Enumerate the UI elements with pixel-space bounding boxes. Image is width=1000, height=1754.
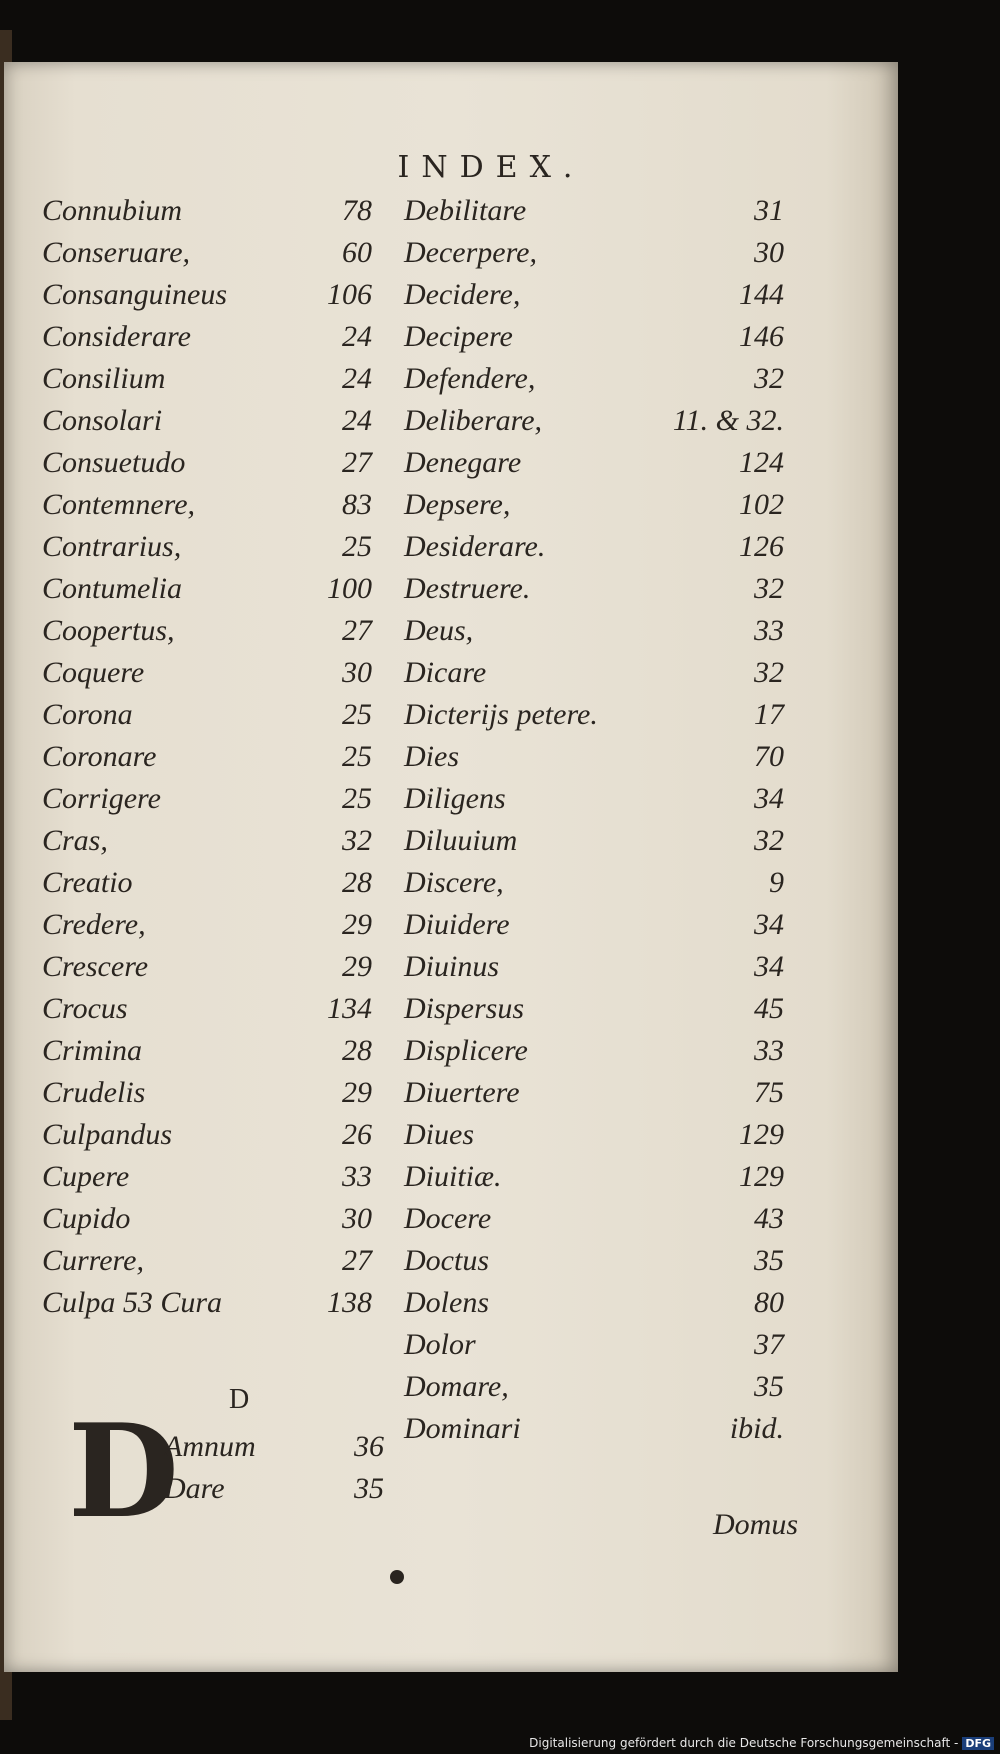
index-word: Dolens [404, 1286, 489, 1319]
index-word: Conseruare, [42, 236, 191, 269]
page-number: ibid. [729, 1412, 784, 1445]
page-number: 24 [342, 362, 372, 395]
index-word: Diuidere [404, 908, 510, 941]
page-number: 34 [754, 950, 784, 983]
index-entry [404, 568, 784, 610]
index-word: Cupido [42, 1202, 131, 1235]
index-word: Dare [164, 1472, 225, 1505]
page-number: 27 [342, 614, 372, 647]
index-entry [42, 904, 372, 946]
index-entry [42, 526, 372, 568]
index-word: Crescere [42, 950, 149, 983]
index-word: Culpandus [42, 1118, 173, 1151]
index-entry [42, 1282, 372, 1324]
page-number: 35 [754, 1370, 784, 1403]
page-number: 70 [754, 740, 784, 773]
index-entry [404, 232, 784, 274]
index-entry [42, 274, 372, 316]
index-entry [42, 610, 372, 652]
page-number: 35 [754, 1244, 784, 1277]
book-page [4, 62, 898, 1672]
index-entry [404, 316, 784, 358]
index-entry [404, 1198, 784, 1240]
page-number: 124 [739, 446, 784, 479]
index-word: Dominari [404, 1412, 521, 1445]
page-number: 34 [754, 908, 784, 941]
index-word: Destruere. [404, 572, 531, 605]
index-entry [404, 358, 784, 400]
index-entry [404, 946, 784, 988]
index-entry [42, 736, 372, 778]
page-number: 106 [327, 278, 372, 311]
page-number: 129 [739, 1118, 784, 1151]
index-word: Decidere, [404, 278, 521, 311]
page-number: 25 [342, 782, 372, 815]
index-entry [404, 736, 784, 778]
index-word: Considerare [42, 320, 191, 353]
index-entry [404, 190, 784, 232]
page-number: 26 [342, 1118, 372, 1151]
index-entry [404, 1282, 784, 1324]
page-number: 24 [342, 320, 372, 353]
index-entry [42, 652, 372, 694]
page-number: 29 [342, 950, 372, 983]
page-number: 102 [739, 488, 784, 521]
index-word: Decerpere, [404, 236, 537, 269]
ornament-dot [390, 1570, 404, 1584]
page-number: 126 [739, 530, 784, 563]
index-word: Dicterijs petere. [404, 698, 598, 731]
page-number: 27 [342, 446, 372, 479]
index-word: Consanguineus [42, 278, 228, 311]
page-number: 28 [342, 866, 372, 899]
page-number: 25 [342, 530, 372, 563]
index-word: Coronare [42, 740, 157, 773]
index-word: Amnum [164, 1430, 256, 1463]
index-word: Dolor [404, 1328, 476, 1361]
right-column [404, 190, 784, 1450]
index-word: Currere, [42, 1244, 144, 1277]
page-number: 29 [342, 1076, 372, 1109]
page-number: 32 [342, 824, 372, 857]
index-entry [404, 694, 784, 736]
page-number: 24 [342, 404, 372, 437]
index-entry [42, 358, 372, 400]
page-number: 32 [754, 656, 784, 689]
index-entry [42, 1240, 372, 1282]
index-entry [42, 316, 372, 358]
page-number: 37 [754, 1328, 784, 1361]
index-entry [404, 1366, 784, 1408]
index-entry [42, 190, 372, 232]
index-word: Consilium [42, 362, 166, 395]
index-entry [42, 778, 372, 820]
index-entry [404, 526, 784, 568]
index-word: Defendere, [404, 362, 536, 395]
index-entry [164, 1468, 384, 1510]
page-number: 17 [754, 698, 784, 731]
left-column [42, 190, 372, 1324]
index-word: Connubium [42, 194, 183, 227]
index-word: Culpa 53 Cura [42, 1286, 223, 1319]
page-number: 75 [754, 1076, 784, 1109]
index-word: Coopertus, [42, 614, 175, 647]
page-number: 43 [754, 1202, 784, 1235]
index-word: Crudelis [42, 1076, 146, 1109]
page-number: 29 [342, 908, 372, 941]
index-entry [404, 442, 784, 484]
index-word: Contumelia [42, 572, 182, 605]
index-word: Credere, [42, 908, 146, 941]
index-word: Doctus [404, 1244, 489, 1277]
page-number: 33 [754, 1034, 784, 1067]
index-word: Corrigere [42, 782, 161, 815]
index-entry [42, 568, 372, 610]
index-word: Dicare [404, 656, 487, 689]
page-number: 32 [754, 572, 784, 605]
index-entry [42, 1114, 372, 1156]
page-number: 60 [342, 236, 372, 269]
index-entry [404, 1156, 784, 1198]
index-word: Cras, [42, 824, 108, 857]
page-number: 144 [739, 278, 784, 311]
index-entry [42, 442, 372, 484]
page-number: 129 [739, 1160, 784, 1193]
index-word: Depsere, [404, 488, 511, 521]
index-word: Diligens [404, 782, 506, 815]
index-word: Diuertere [404, 1076, 520, 1109]
index-word: Dies [404, 740, 459, 773]
index-word: Consuetudo [42, 446, 186, 479]
index-word: Crocus [42, 992, 128, 1025]
index-entry [404, 1030, 784, 1072]
index-entry [404, 904, 784, 946]
index-entry [404, 484, 784, 526]
index-word: Consolari [42, 404, 163, 437]
index-word: Coquere [42, 656, 145, 689]
index-word: Diues [404, 1118, 474, 1151]
index-entry [404, 778, 784, 820]
index-word: Displicere [404, 1034, 528, 1067]
index-entry [404, 988, 784, 1030]
footer-text: Digitalisierung gefördert durch die Deutsche Forschungsgemeinschaft - [529, 1736, 959, 1750]
page-number: 25 [342, 698, 372, 731]
index-word: Cupere [42, 1160, 130, 1193]
initial-letter: D [68, 1397, 179, 1547]
index-entry [42, 694, 372, 736]
index-word: Deliberare, [404, 404, 543, 437]
index-entry [42, 1156, 372, 1198]
page-number: 25 [342, 740, 372, 773]
index-entry [42, 862, 372, 904]
index-word: Desiderare. [404, 530, 546, 563]
page-number: 30 [342, 1202, 372, 1235]
index-word: Deus, [404, 614, 474, 647]
index-entry [42, 1198, 372, 1240]
page-number: 34 [754, 782, 784, 815]
page-number: 27 [342, 1244, 372, 1277]
index-entry [42, 1072, 372, 1114]
index-entry [404, 862, 784, 904]
index-word: Contemnere, [42, 488, 196, 521]
index-entry [404, 274, 784, 316]
index-word: Diluuium [404, 824, 518, 857]
page-number: 146 [739, 320, 784, 353]
index-word: Dispersus [404, 992, 525, 1025]
index-word: Diuinus [404, 950, 500, 983]
index-word: Creatio [42, 866, 133, 899]
index-entry [404, 1324, 784, 1366]
page-number: 80 [754, 1286, 784, 1319]
page-number: 30 [342, 656, 372, 689]
index-word: Decipere [404, 320, 513, 353]
dfg-logo: DFG [962, 1737, 994, 1750]
page-number: 28 [342, 1034, 372, 1067]
page-number: 35 [354, 1472, 384, 1505]
initial-entries [164, 1426, 384, 1510]
index-entry [404, 652, 784, 694]
index-entry [404, 1114, 784, 1156]
index-entry [404, 1240, 784, 1282]
page-number: 31 [754, 194, 784, 227]
page-number: 45 [754, 992, 784, 1025]
page-number: 9 [769, 866, 784, 899]
page-number: 32 [754, 362, 784, 395]
index-entry [42, 484, 372, 526]
index-entry [42, 232, 372, 274]
catchword: Domus [712, 1508, 798, 1541]
page-number: 32 [754, 824, 784, 857]
index-entry [404, 610, 784, 652]
page-number: 100 [327, 572, 372, 605]
index-word: Domare, [404, 1370, 509, 1403]
index-entry [164, 1426, 384, 1468]
index-word: Docere [404, 1202, 492, 1235]
index-word: Crimina [42, 1034, 143, 1067]
page-number: 33 [342, 1160, 372, 1193]
index-word: Debilitare [404, 194, 527, 227]
index-entry [42, 820, 372, 862]
index-word: Corona [42, 698, 133, 731]
index-entry [42, 400, 372, 442]
page-number: 138 [327, 1286, 372, 1319]
page-number: 33 [754, 614, 784, 647]
index-entry [404, 400, 784, 442]
index-entry [42, 988, 372, 1030]
page-number: 134 [327, 992, 372, 1025]
page-number: 11. & 32. [672, 404, 784, 437]
index-entry [42, 1030, 372, 1072]
index-word: Discere, [404, 866, 504, 899]
page-header: INDEX. [397, 150, 585, 185]
page-number: 78 [342, 194, 372, 227]
section-letter: D [229, 1384, 250, 1415]
index-entry [404, 820, 784, 862]
digitization-footer [529, 1736, 994, 1750]
page-number: 83 [342, 488, 372, 521]
index-entry [404, 1072, 784, 1114]
index-word: Contrarius, [42, 530, 182, 563]
index-entry [404, 1408, 784, 1450]
index-word: Diuitiæ. [404, 1160, 502, 1193]
page-number: 36 [354, 1430, 384, 1463]
page-number: 30 [754, 236, 784, 269]
index-entry [42, 946, 372, 988]
index-word: Denegare [404, 446, 522, 479]
